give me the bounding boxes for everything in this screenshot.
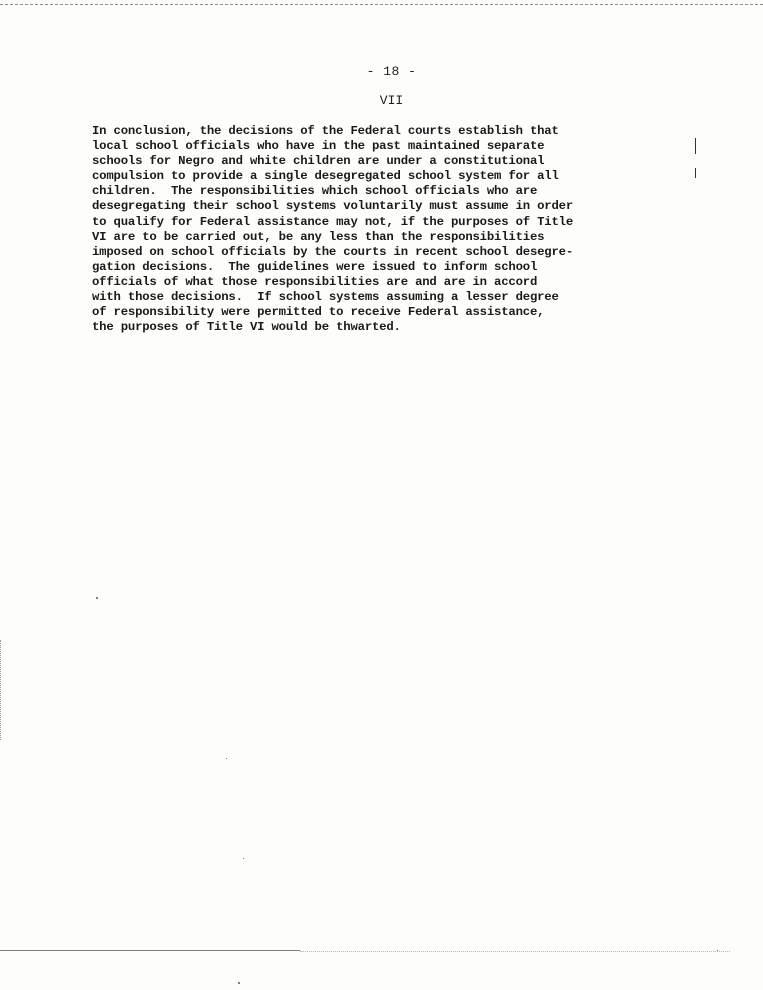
body-line: local school officials who have in the past maintained separate	[92, 139, 545, 154]
body-line: the purposes of Title VI would be thwarted.	[92, 320, 401, 335]
body-line: officials of what those responsibilities are and are in accord	[92, 274, 538, 289]
page-number: - 18 -	[366, 64, 417, 79]
scan-speck	[226, 758, 227, 759]
scan-speck	[238, 982, 240, 984]
scan-left-edge	[0, 640, 1, 740]
body-line: VI are to be carried out, be any less than the responsibilities	[92, 229, 545, 244]
scan-bottom-edge-faint	[300, 951, 730, 952]
body-line: children. The responsibilities which school officials who are	[92, 184, 538, 199]
scan-speck	[243, 858, 244, 859]
body-line: In conclusion, the decisions of the Federal courts establish that	[92, 124, 559, 138]
scan-speck	[96, 597, 98, 599]
body-paragraph	[92, 124, 573, 335]
section-heading: VII	[379, 93, 404, 108]
scan-top-edge	[0, 4, 763, 5]
body-line: compulsion to provide a single desegregated school system for all	[92, 169, 559, 184]
scan-bottom-edge	[0, 950, 300, 951]
body-line: gation decisions. The guidelines were issued to inform school	[92, 259, 538, 274]
body-line: desegregating their school systems voluntarily must assume in order	[92, 199, 574, 214]
body-line: to qualify for Federal assistance may not, if the purposes of Title	[92, 214, 574, 229]
margin-mark	[695, 168, 696, 178]
body-line: imposed on school officials by the courts in recent school desegre-	[92, 244, 574, 259]
body-line: schools for Negro and white children are under a constitutional	[92, 154, 545, 169]
body-line: with those decisions. If school systems assuming a lesser degree	[92, 290, 559, 305]
margin-mark	[695, 138, 696, 154]
body-line: of responsibility were permitted to receive Federal assistance,	[92, 305, 545, 320]
